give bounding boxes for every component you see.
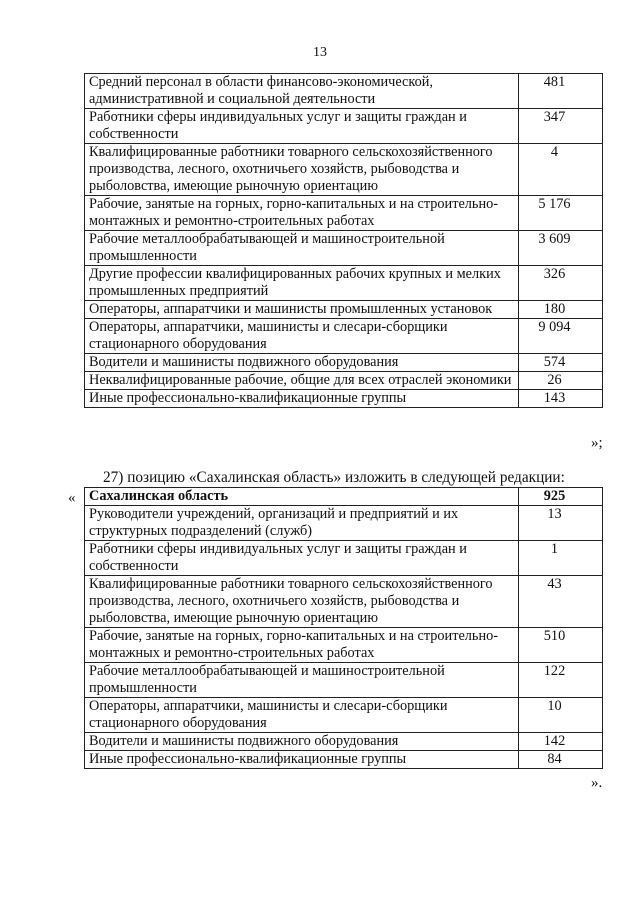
closing-quote-mark: ».	[591, 775, 603, 791]
table-row	[85, 541, 603, 576]
closing-quote-mark: »;	[591, 435, 603, 451]
table-row	[85, 196, 603, 231]
table-row	[85, 576, 603, 628]
row-name: Операторы, аппаратчики, машинисты и слесари-сборщики стационарного оборудования	[85, 698, 519, 733]
row-value: 326	[519, 266, 603, 301]
row-name: Водители и машинисты подвижного оборудования	[85, 733, 519, 751]
row-value: 26	[519, 372, 603, 390]
row-value: 13	[519, 506, 603, 541]
row-value: 180	[519, 301, 603, 319]
table-row	[85, 751, 603, 769]
row-name: Рабочие, занятые на горных, горно-капитальных и на строительно-монтажных и ремонтно-строительных работах	[85, 196, 519, 231]
row-value: 122	[519, 663, 603, 698]
row-value: 347	[519, 109, 603, 144]
row-name: Другие профессии квалифицированных рабочих крупных и мелких промышленных предприятий	[85, 266, 519, 301]
row-name: Операторы, аппаратчики, машинисты и слесари-сборщики стационарного оборудования	[85, 319, 519, 354]
table-row	[85, 266, 603, 301]
occupations-table-sakhalin	[84, 487, 603, 769]
row-value: 4	[519, 144, 603, 196]
table-row	[85, 698, 603, 733]
row-name: Средний персонал в области финансово-экономической, административной и социальной деятельности	[85, 74, 519, 109]
table-row	[85, 506, 603, 541]
table-row	[85, 231, 603, 266]
row-name: Водители и машинисты подвижного оборудования	[85, 354, 519, 372]
row-name: Неквалифицированные рабочие, общие для всех отраслей экономики	[85, 372, 519, 390]
region-total: 925	[519, 488, 603, 506]
region-name: Сахалинская область	[85, 488, 519, 506]
table-row	[85, 144, 603, 196]
row-name: Рабочие металлообрабатывающей и машиностроительной промышленности	[85, 663, 519, 698]
row-value: 574	[519, 354, 603, 372]
row-name: Иные профессионально-квалификационные группы	[85, 390, 519, 408]
opening-quote-mark: «	[68, 490, 76, 506]
row-name: Работники сферы индивидуальных услуг и защиты граждан и собственности	[85, 541, 519, 576]
table-row	[85, 109, 603, 144]
table-row	[85, 74, 603, 109]
row-value: 43	[519, 576, 603, 628]
row-value: 510	[519, 628, 603, 663]
row-name: Рабочие металлообрабатывающей и машиностроительной промышленности	[85, 231, 519, 266]
occupations-table-previous-region	[84, 73, 603, 408]
row-value: 84	[519, 751, 603, 769]
row-name: Иные профессионально-квалификационные группы	[85, 751, 519, 769]
page-number: 13	[313, 45, 327, 60]
row-value: 3 609	[519, 231, 603, 266]
table-row	[85, 319, 603, 354]
row-value: 5 176	[519, 196, 603, 231]
table-row	[85, 628, 603, 663]
table-row	[85, 390, 603, 408]
table-row	[85, 354, 603, 372]
row-value: 142	[519, 733, 603, 751]
table-header-row	[85, 488, 603, 506]
row-name: Руководители учреждений, организаций и предприятий и их структурных подразделений (служб)	[85, 506, 519, 541]
table-row	[85, 372, 603, 390]
row-value: 481	[519, 74, 603, 109]
row-name: Операторы, аппаратчики и машинисты промышленных установок	[85, 301, 519, 319]
table-row	[85, 733, 603, 751]
amendment-paragraph: 27) позицию «Сахалинская область» изложить в следующей редакции:	[103, 469, 565, 486]
row-value: 9 094	[519, 319, 603, 354]
row-value: 10	[519, 698, 603, 733]
row-name: Квалифицированные работники товарного сельскохозяйственного производства, лесного, охотничьего хозяйств, рыбоводства и рыболовства, имеющие рыночную ориентацию	[85, 576, 519, 628]
row-name: Квалифицированные работники товарного сельскохозяйственного производства, лесного, охотничьего хозяйств, рыбоводства и рыболовства, имеющие рыночную ориентацию	[85, 144, 519, 196]
row-name: Рабочие, занятые на горных, горно-капитальных и на строительно-монтажных и ремонтно-строительных работах	[85, 628, 519, 663]
row-value: 143	[519, 390, 603, 408]
row-value: 1	[519, 541, 603, 576]
table-row	[85, 663, 603, 698]
row-name: Работники сферы индивидуальных услуг и защиты граждан и собственности	[85, 109, 519, 144]
table-row	[85, 301, 603, 319]
